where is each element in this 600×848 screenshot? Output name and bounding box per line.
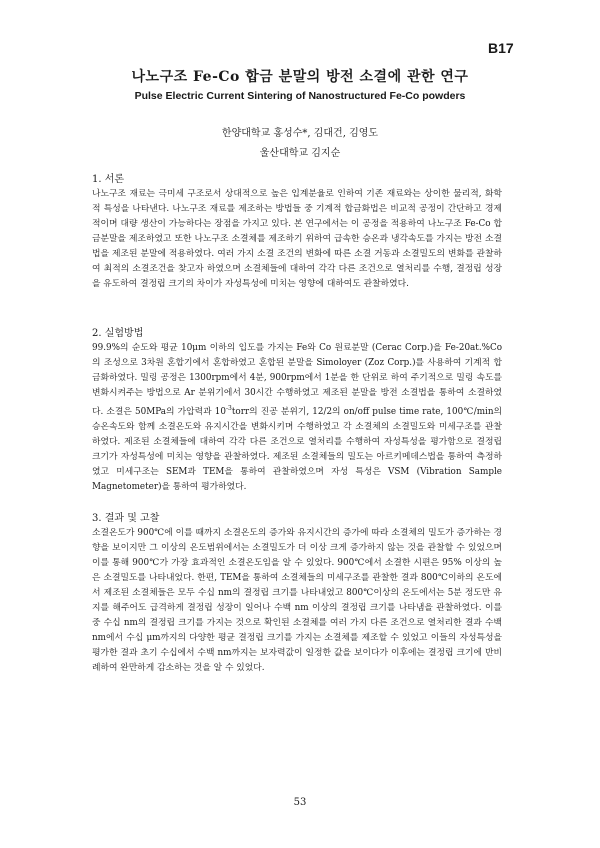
paper-title-korean: 나노구조 Fe-Co 합금 분말의 방전 소결에 관한 연구 xyxy=(131,69,469,85)
section-results xyxy=(92,509,502,676)
section-body: 나노구조 재료는 극미세 구조로서 상대적으로 높은 입계분율로 인하여 기존 재료와는 상이한 물리적, 화학적 특성을 나타낸다. 나노구조 재료를 제조하는 방법들 중 기계적 합금화법은 비교적 공정이 간단하고 경제적이며 대량 생산이 가능하다는 장점을 가지고 있다. 본 연구에서는 이 공정을 적용하여 나노구조 Fe-Co 합금분말을 제조하였고 또한 나노구조 소결체를 제조하기 위하여 급속한 승온과 냉각속도를 가지는 방전 소결법을 제조된 분말에 적용하였다. 여러 가지 소결 조건의 변화에 따른 소결 거동과 소결밀도의 변화를 관찰하여 최적의 소결조건을 찾고자 하였으며 소결체들에 대하여 각각 다른 조건으로 열처리를 수행, 결정립 성장을 유도하여 결정립 크기의 차이가 자성특성에 미치는 영향에 대하여도 관찰하였다. xyxy=(92,189,502,289)
section-heading: 1. 서론 xyxy=(92,174,125,185)
page-number: 53 xyxy=(293,797,307,808)
section-body-part: torr의 진공 분위기, 12/2의 on/off pulse time rate, 100℃/min의 승온속도와 함께 소결온도와 유지시간을 변화시키며 수행하였고 각 소결체의 소결밀도와 미세구조를 관찰하였다. 제조된 소결체들에 대하여 각각 다른 조건으로 열처리를 수행하여 자성특성을 평가함으로 결정립 크기가 자성특성에 미치는 영향을 관찰하였다. 제조된 소결체들의 밀도는 아르키메데스법을 통하여 측정하였고 미세구조는 SEM과 TEM을 통하여 관찰하였으며 자성 특성은 VSM (Vibration Sample Magnetometer)을 통하여 평가하였다. xyxy=(92,406,503,492)
authors: 한양대학교 홍성수*, 김대건, 김영도 xyxy=(221,128,379,139)
section-heading: 3. 결과 및 고찰 xyxy=(92,513,160,524)
section-body xyxy=(92,341,502,495)
section-body-part: 99.9%의 순도와 평균 10μm 이하의 입도를 가지는 Fe와 Co 원료분말 (Cerac Corp.)을 Fe-20at.%Co의 조성으로 3차원 혼합기에서 혼합하였고 혼합된 분말을 Simoloyer (Zoz Corp.)를 사용하여 기계적 합금화하였다. 밀링 공정은 1300rpm에서 4분, 900rpm에서 1분을 한 단위로 하여 주기적으로 밀링 속도를 변화시켜주는 방법으로 Ar 분위기에서 30시간 수행하였고 제조된 분말을 방전 소결법을 통하여 소결하였다. 소결은 50MPa의 가압력과 10 xyxy=(92,343,503,417)
section-methods xyxy=(92,324,502,495)
paper-title-english: Pulse Electric Current Sintering of Nanostructured Fe-Co powders xyxy=(134,90,466,102)
section-body: 소결온도가 900℃에 이를 때까지 소결온도의 증가와 유지시간의 증가에 따라 소결체의 밀도가 증가하는 경향을 보이지만 그 이상의 온도범위에서는 소결밀도가 더 이상 크게 증가하지 않는 것을 관찰할 수 있었으며 이를 통해 900℃가 가장 효과적인 소결온도임을 알 수 있었다. 900℃에서 소결한 시편은 95% 이상의 높은 소결밀도를 나타내었다. 한편, TEM을 통하여 소결체들의 미세구조를 관찰한 결과 800℃이하의 온도에서 제조된 소결체들은 모두 수십 nm의 결정립 크기를 나타내었고 800℃이상의 온도에서는 5분 정도만 유지를 해주어도 급격하게 결정립 성장이 일어나 수백 nm 이상의 결정립 크기를 나타냄을 관찰하였다. 이를 중 수십 nm의 결정립 크기를 가지는 것으로 확인된 소결체를 여러 가지 다른 조건으로 열처리한 결과 수백 nm에서 수십 μm까지의 다양한 평균 결정립 크기를 가지는 소결체를 제조할 수 있었고 이들의 자성특성을 평가한 결과 초기 수십에서 수백 nm까지는 보자력값이 일정한 값을 보이다가 이후에는 결정립 크기에 반비례하여 완만하게 감소하는 것을 알 수 있었다. xyxy=(92,528,502,673)
page-code: B17 xyxy=(488,40,514,56)
section-introduction xyxy=(92,170,502,292)
affiliation: 울산대학교 김지순 xyxy=(259,148,341,159)
section-heading: 2. 실험방법 xyxy=(92,328,144,339)
exponent: -3 xyxy=(226,405,232,412)
